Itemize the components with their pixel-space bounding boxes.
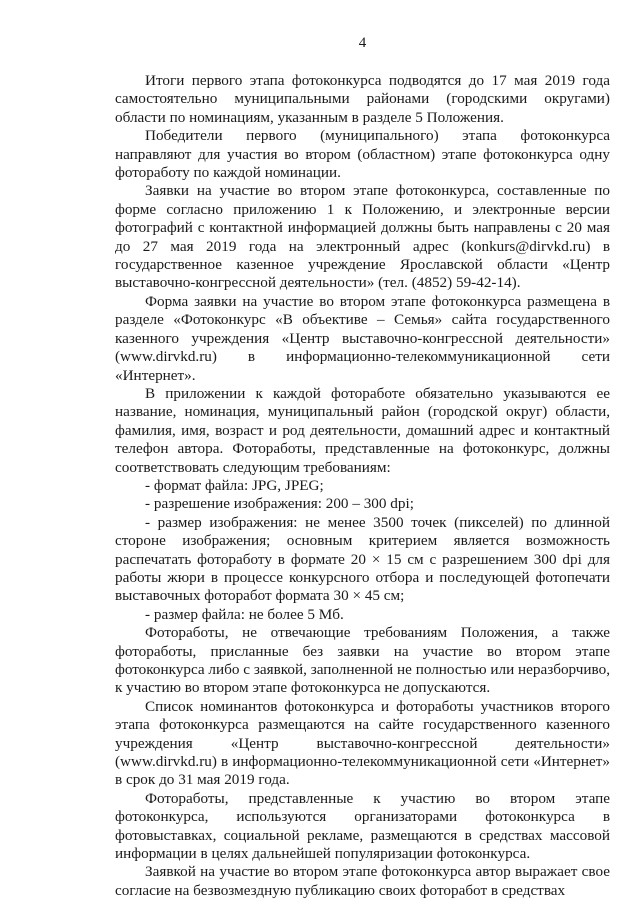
paragraph-applications: Заявки на участие во втором этапе фотоконкурса, составленные по форме согласно приложению 1 к Положению, и электронные версии фотографий с контактной информацией должны быть направлены с 20 мая до 27 мая 2019 года на электронный адрес (konkurs@dirvkd.ru) в государственное казенное учреждение Ярославской области «Центр выставочно-конгрессной деятельности» (тел. (4852) 59-42-14). [115,182,610,292]
requirement-file-format: - формат файла: JPG, JPEG; [145,476,324,494]
paragraph-results-first-stage: Итоги первого этапа фотоконкурса подводятся до 17 мая 2019 года самостоятельно муниципальными районами (городскими округами) области по номинациям, указанным в разделе 5 Положения. [115,72,610,126]
document-page [115,34,610,900]
paragraph-nominees-list: Список номинантов фотоконкурса и фотоработы участников второго этапа фотоконкурса размещаются на сайте государственного казенного учреждения «Центр выставочно-конгрессной деятельности» (www.dirvkd.ru) в информационно-телекоммуникационной сети «Интернет» в срок до 31 мая 2019 года. [115,697,610,789]
paragraph-rejection: Фотоработы, не отвечающие требованиям Положения, а также фотоработы, присланные без заявки на участие во втором этапе фотоконкурса либо с заявкой, заполненной не полностью или неразборчиво, к участию во втором этапе фотоконкурса не допускаются. [115,624,610,697]
requirement-resolution: - разрешение изображения: 200 – 300 dpi; [145,495,414,513]
paragraph-consent: Заявкой на участие во втором этапе фотоконкурса автор выражает свое согласие на безвозмездную публикацию своих фоторабот в средствах [115,863,610,899]
paragraph-photo-requirements: В приложении к каждой фотоработе обязательно указываются ее название, номинация, муниципальный район (городской округ) области, фамилия, имя, возраст и род деятельности, домашний адрес и контактный телефон автора. Фотоработы, представленные на фотоконкурс, должны соответствовать следующим требованиям: [115,384,610,476]
paragraph-application-form: Форма заявки на участие во втором этапе фотоконкурса размещена в разделе «Фотоконкурс «В объективе – Семья» сайта государственного казенного учреждения «Центр выставочно-конгрессной деятельности» (www.dirvkd.ru) в информационно-телекоммуникационной сети «Интернет». [115,292,610,384]
paragraph-usage: Фотоработы, представленные к участию во втором этапе фотоконкурса, используются организаторами фотоконкурса в фотовыставках, социальной рекламе, размещаются в средствах массовой информации в целях дальнейшей популяризации фотоконкурса. [115,789,610,863]
paragraph-winners: Победители первого (муниципального) этапа фотоконкурса направляют для участия во втором (областном) этапе фотоконкурса одну фотоработу по каждой номинации. [115,127,610,182]
requirement-image-size: - размер изображения: не менее 3500 точек (пикселей) по длинной стороне изображения; основным критерием является возможность распечатать фотоработу в формате 20 × 15 см с разрешением 300 dpi для работы жюри в процессе конкурсного отбора и последующей фотопечати выставочных фоторабот формата 30 × 45 см; [115,513,610,605]
page-number: 4 [358,35,367,51]
requirement-file-size: - размер файла: не более 5 Мб. [145,605,344,623]
